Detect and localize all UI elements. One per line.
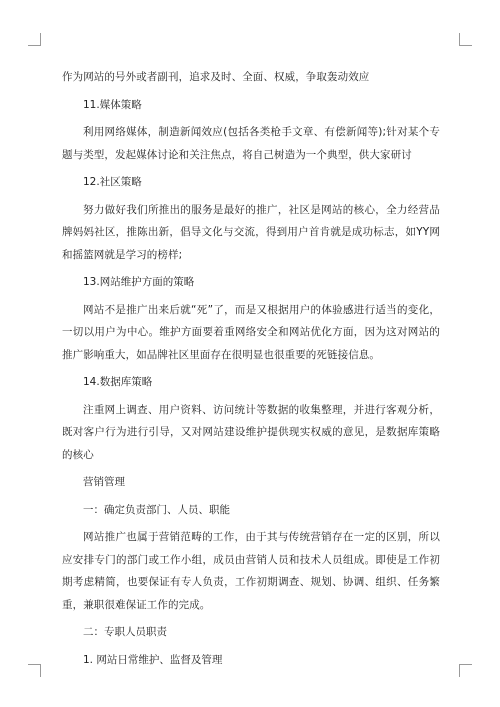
heading-community-strategy: 12.社区策略 (83, 176, 142, 188)
heading-responsible-department: 一：确定负责部门、人员、职能 (83, 503, 230, 516)
heading-media-strategy: 11.媒体策略 (83, 98, 142, 111)
paragraph-media-strategy: 利用网络媒体，制造新闻效应(包括各类枪手文章、有偿新闻等);针对某个专题与类型，发起媒体讨论和关注焦点，将自己树造为一个典型，供大家研讨 (62, 126, 440, 161)
document-body (62, 66, 440, 671)
crop-mark-bottom-left (28, 664, 41, 677)
heading-daily-maintenance: 1. 网站日常维护、监督及管理 (83, 653, 223, 666)
heading-database-strategy: 14.数据库策略 (83, 376, 153, 388)
paragraph-intro-continuation: 作为网站的号外或者副刊，追求及时、全面、权威，争取轰动效应 (62, 71, 370, 83)
crop-mark-top-right (459, 33, 472, 46)
paragraph-community-strategy: 努力做好我们所推出的服务是最好的推广，社区是网站的核心，全力经营品牌妈妈社区，推陈出新，倡导文化与交流，得到用户首肯就是成功标志，如YY网和摇篮网就是学习的榜样; (62, 203, 440, 261)
paragraph-maintenance-strategy: 网站不是推广出来后就“死”了，而是又根据用户的体验感进行适当的变化，一切以用户为中心。维护方面要着重网络安全和网站优化方面，因为这对网站的推广影响重大，如品牌社区里面存在很明显也很重要的死链接信息。 (62, 303, 440, 361)
heading-staff-duties: 二：专职人员职责 (83, 626, 167, 638)
crop-mark-bottom-right (459, 664, 472, 677)
paragraph-database-strategy: 注重网上调查、用户资料、访问统计等数据的收集整理，并进行客观分析，既对客户行为进行引导，又对网站建设维护提供现实权威的意见，是数据库策略的核心 (62, 403, 440, 461)
crop-mark-top-left (28, 33, 41, 46)
heading-marketing-management: 营销管理 (83, 476, 125, 488)
paragraph-responsible-department: 网站推广也属于营销范畴的工作，由于其与传统营销存在一定的区别，所以应安排专门的部门或工作小组，成员由营销人员和技术人员组成。即使是工作初期考虑精简，也要保证有专人负责，工作初期调查、规划、协调、组织、任务繁重，兼职很难保证工作的完成。 (62, 531, 440, 611)
heading-maintenance-strategy: 13.网站维护方面的策略 (83, 276, 195, 288)
